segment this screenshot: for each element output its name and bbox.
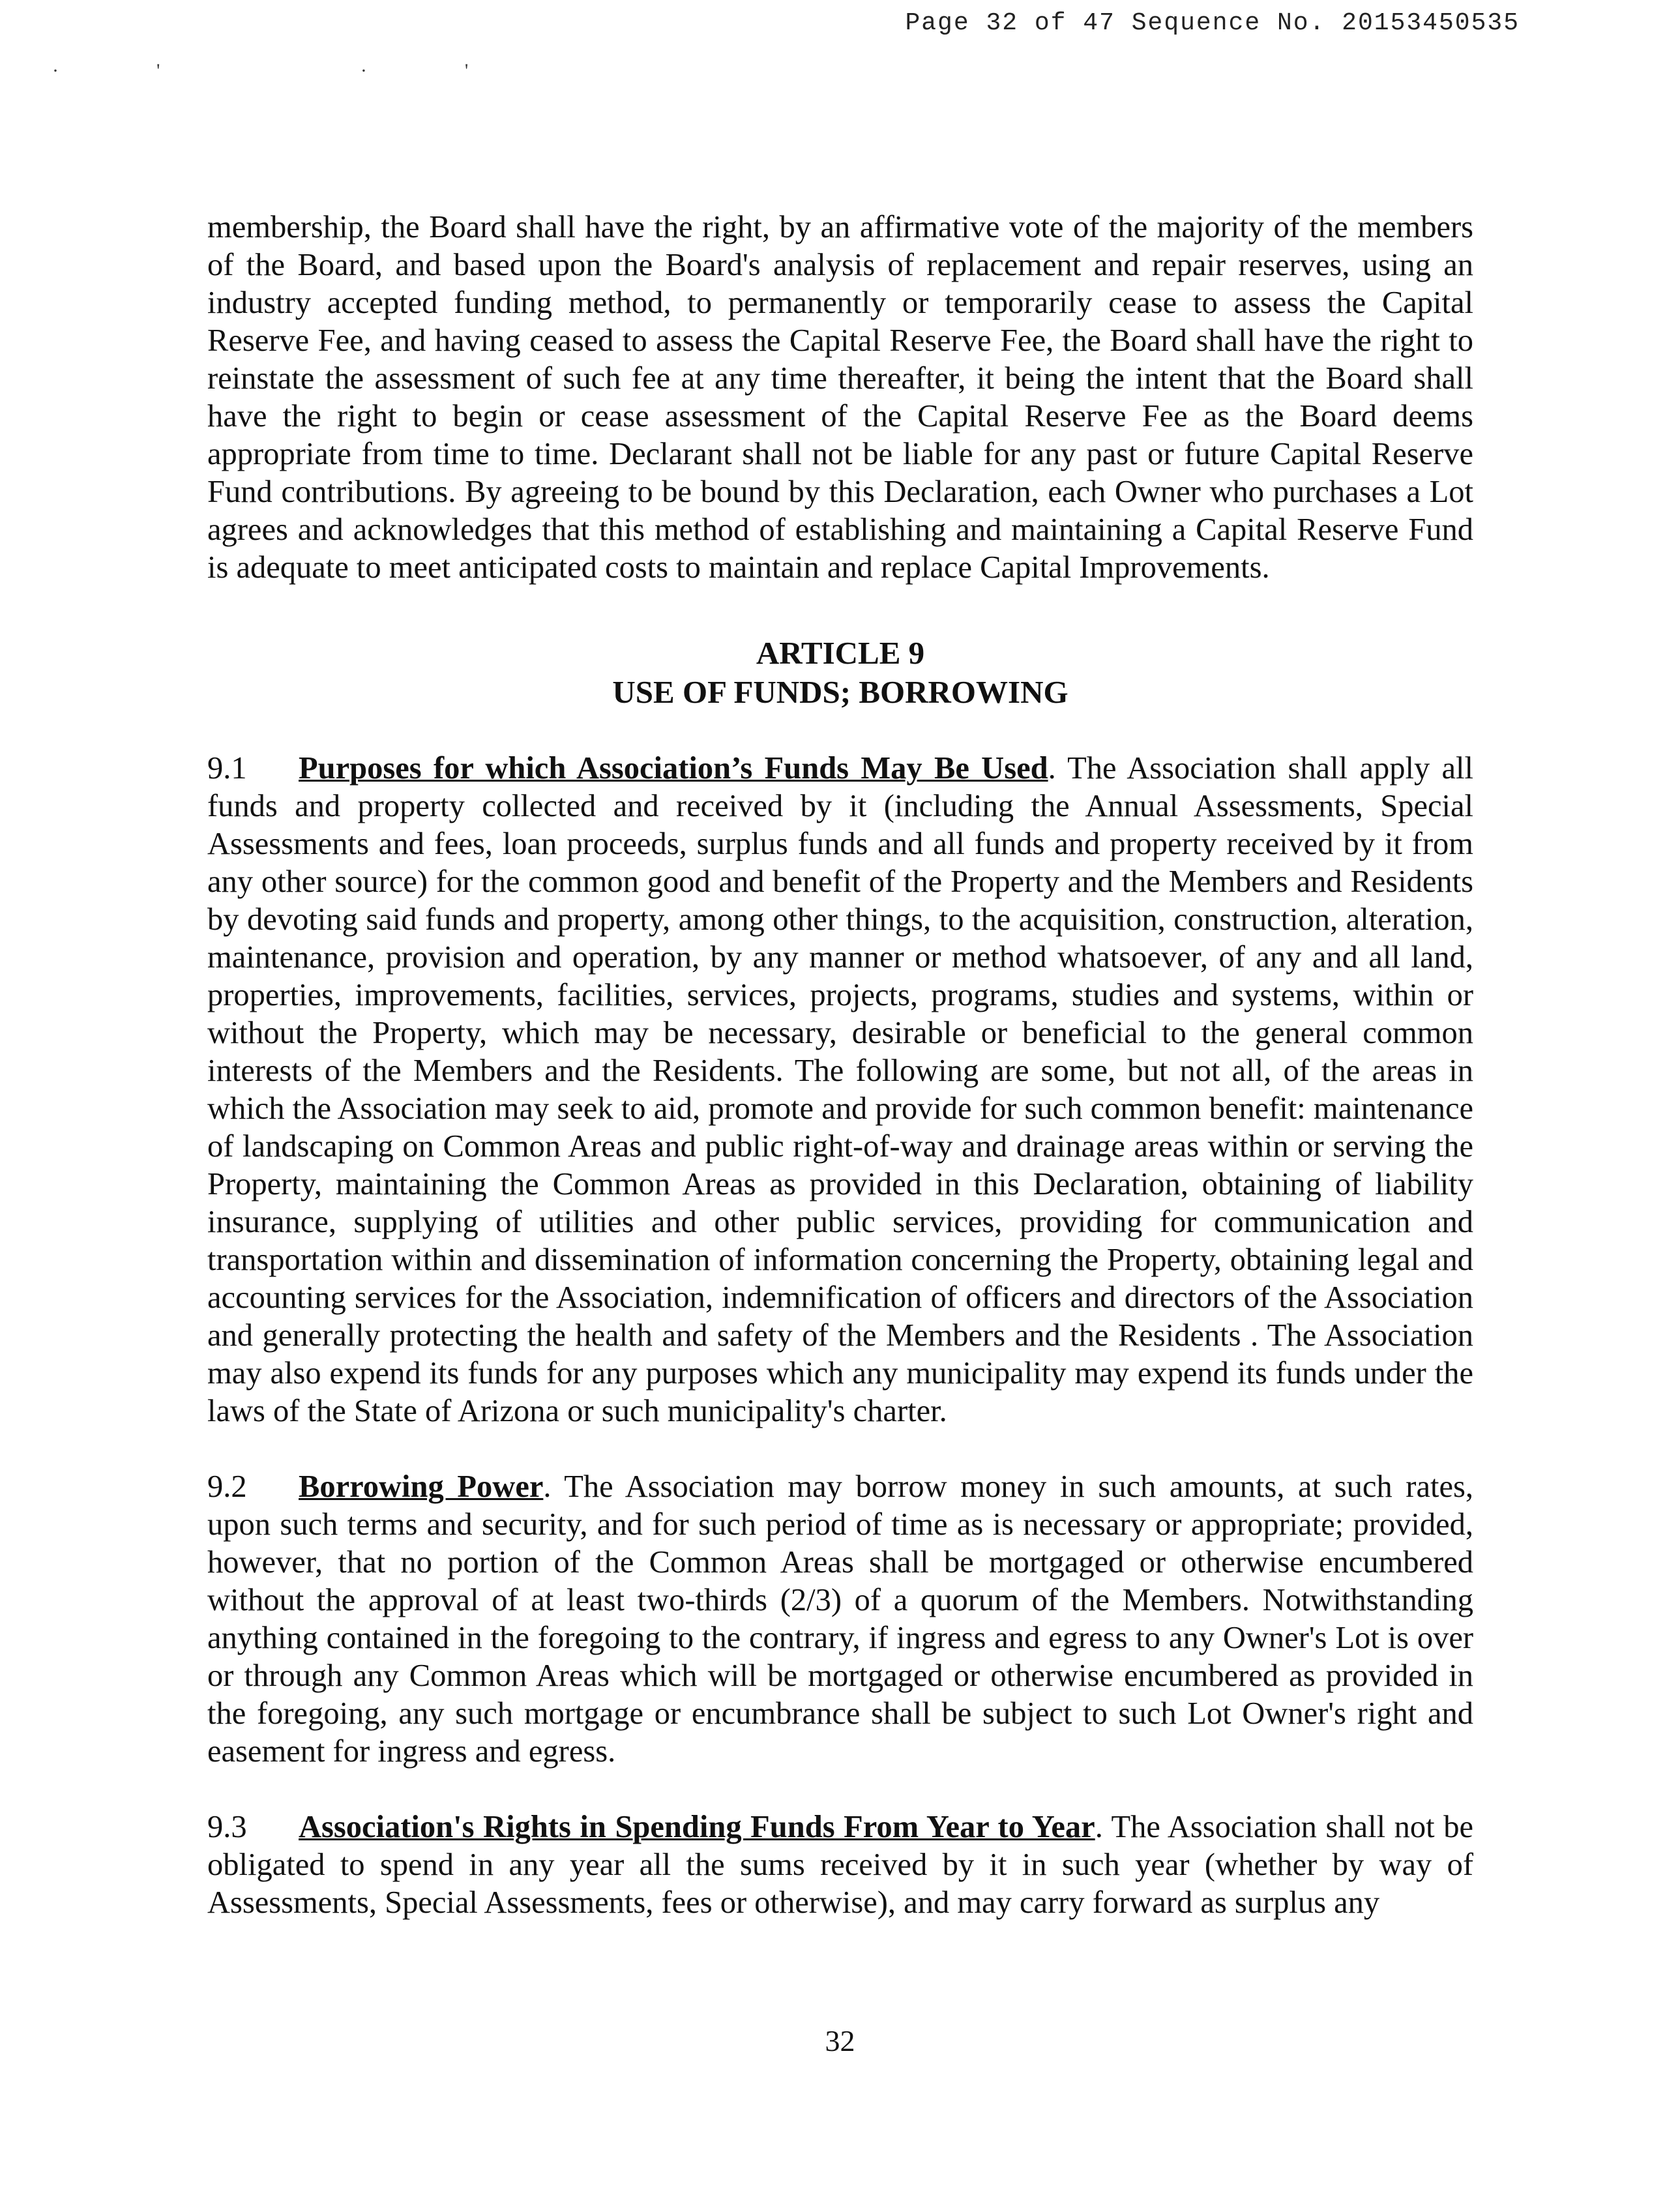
section-title-punct: . (1095, 1810, 1103, 1844)
section-body: The Association shall apply all funds and property collected and received by it (including the Annual Assessments, Special Assessments and fees, loan proceeds, surplus funds and all funds and property received by it from any other source) for the common good and benefit of the Property and the Members and Residents by devoting said funds and property, among other things, to the acquisition, construction, alteration, maintenance, provision and operation, by any manner or method whatsoever, of any and all land, properties, improvements, facilities, services, projects, programs, studies and systems, within or without the Property, which may be necessary, desirable or beneficial to the general common interests of the Members and the Residents. The following are some, but not all, of the areas in which the Association may seek to aid, promote and provide for such common benefit: maintenance of landscaping on Common Areas and public right-of-way and drainage areas within or serving the Property, maintaining the Common Areas as provided in this Declaration, obtaining of liability insurance, supplying of utilities and other public services, providing for communication and transportation within and dissemination of information concerning the Property, obtaining legal and accounting services for the Association, indemnification of officers and directors of the Association and generally protecting the health and safety of the Members and the Residents . The Association may also expend its funds for any purposes which any municipality may expend its funds under the laws of the State of Arizona or such municipality's charter. (207, 751, 1474, 1428)
article-heading (207, 634, 1473, 712)
intro-paragraph: membership, the Board shall have the right, by an affirmative vote of the majority of the members of the Board, and based upon the Board's analysis of replacement and repair reserves, using an industry accepted funding method, to permanently or temporarily cease to assess the Capital Reserve Fee, and having ceased to assess the Capital Reserve Fee, the Board shall have the right to reinstate the assessment of such fee at any time thereafter, it being the intent that the Board shall have the right to begin or cease assessment of the Capital Reserve Fee as the Board deems appropriate from time to time. Declarant shall not be liable for any past or future Capital Reserve Fund contributions. By agreeing to be bound by this Declaration, each Owner who purchases a Lot agrees and acknowledges that this method of establishing and maintaining a Capital Reserve Fund is adequate to meet anticipated costs to maintain and replace Capital Improvements. (207, 210, 1473, 585)
section-body: The Association shall not be obligated to spend in any year all the sums received by it in such year (whether by way of Assessments, Special Assessments, fees or otherwise), and may carry forward as surplus any (207, 1810, 1473, 1920)
section-title: Borrowing Power (299, 1469, 544, 1504)
section-body: The Association may borrow money in such amounts, at such rates, upon such terms and security, and for such period of time as is necessary or appropriate; provided, however, that no portion of the Common Areas shall be mortgaged or otherwise encumbered without the approval of at least two-thirds (2/3) of a quorum of the Members. Notwithstanding anything contained in the foregoing to the contrary, if ingress and egress to any Owner's Lot is over or through any Common Areas which will be mortgaged or otherwise encumbered as provided in the foregoing, any such mortgage or encumbrance shall be subject to such Lot Owner's right and easement for ingress and egress. (207, 1469, 1473, 1769)
section-9-3 (207, 1808, 1473, 1922)
section-9-2 (207, 1468, 1473, 1771)
section-title: Association's Rights in Spending Funds From Year to Year (299, 1810, 1095, 1844)
section-number: 9.1 (207, 751, 247, 786)
section-title: Purposes for which Association’s Funds May Be Used (299, 751, 1048, 786)
document-body (207, 209, 1473, 1960)
section-number: 9.2 (207, 1469, 247, 1504)
article-number: ARTICLE 9 (756, 635, 925, 671)
section-9-1 (207, 750, 1473, 1430)
page-sequence-header: Page 32 of 47 Sequence No. 20153450535 (905, 9, 1520, 37)
article-title: USE OF FUNDS; BORROWING (612, 674, 1068, 710)
scan-specks: ·' ·' (52, 60, 567, 81)
section-number: 9.3 (207, 1810, 247, 1844)
section-title-punct: . (1048, 751, 1056, 786)
page-number: 32 (825, 2024, 855, 2057)
section-title-punct: . (543, 1469, 552, 1504)
